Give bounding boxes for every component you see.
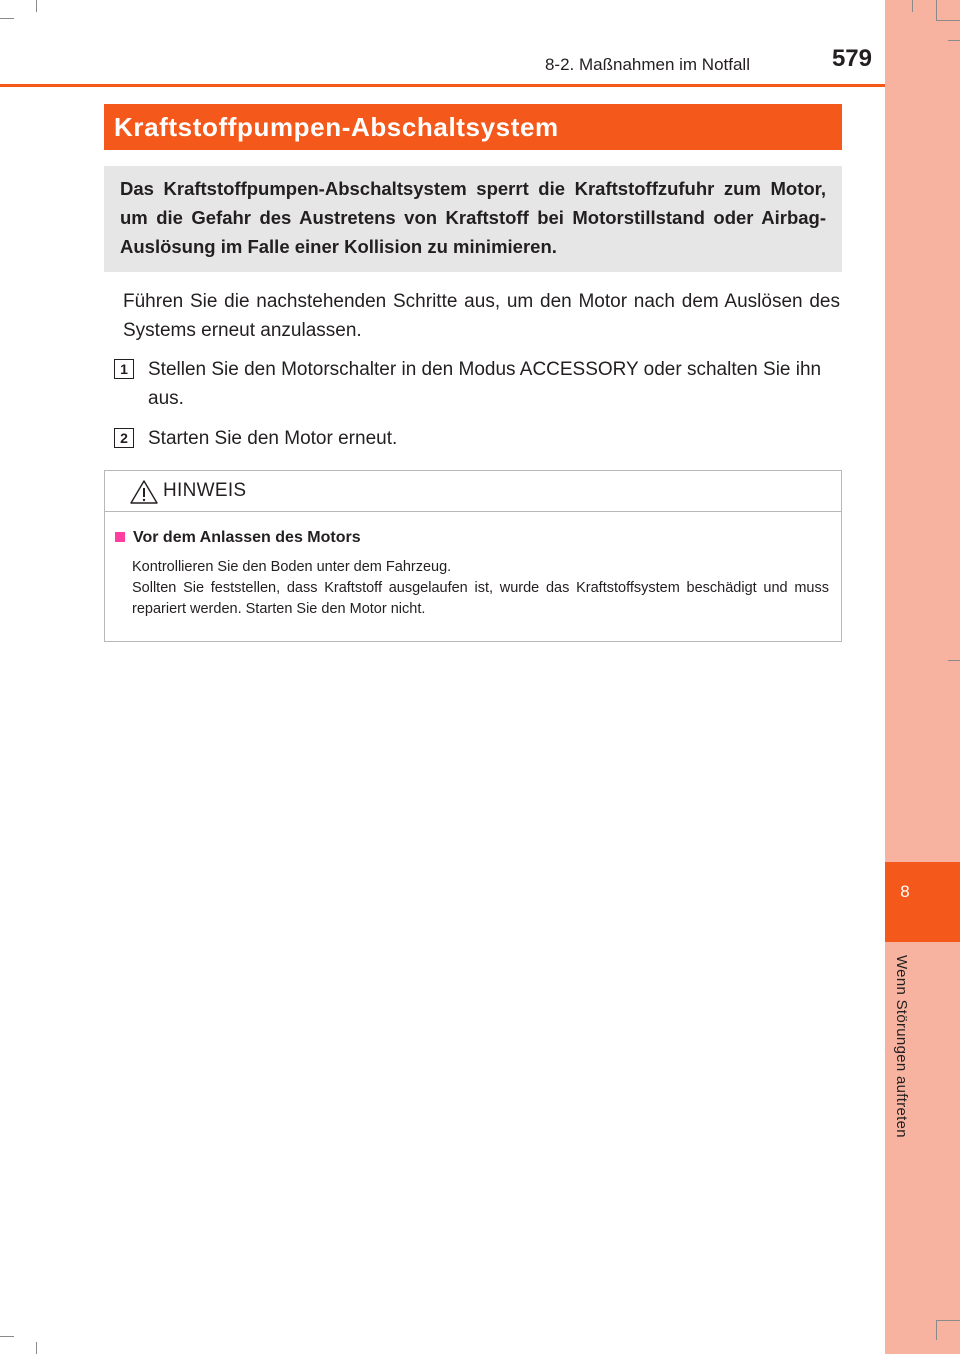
step-number-badge: 2 <box>114 428 134 448</box>
notice-body <box>132 557 829 620</box>
notice-line: Kontrollieren Sie den Boden unter dem Fahrzeug. <box>132 559 452 575</box>
section-title: Kraftstoffpumpen-Abschaltsystem <box>104 104 842 150</box>
square-bullet-icon <box>115 532 125 542</box>
crop-mark <box>936 0 937 20</box>
notice-header <box>105 471 841 512</box>
page-number: 579 <box>831 45 872 72</box>
body-paragraph: Führen Sie die nachstehenden Schritte aus, um den Motor nach dem Auslösen des Systems erneut anzulassen. <box>123 291 840 341</box>
crop-mark <box>0 18 14 19</box>
side-strip <box>885 0 960 1354</box>
intro-box: Das Kraftstoffpumpen-Abschaltsystem sperrt die Kraftstoffzufuhr zum Motor, um die Gefahr des Austretens von Kraftstoff bei Motorstillstand oder Airbag-Auslösung im Falle einer Kollision zu minimieren. <box>104 166 842 272</box>
step-number-badge: 1 <box>114 359 134 379</box>
crop-mark <box>936 1320 937 1340</box>
warning-triangle-icon <box>129 479 159 505</box>
step-text: Stellen Sie den Motorschalter in den Modus ACCESSORY oder schalten Sie ihn aus. <box>148 359 822 409</box>
notice-line: Sollten Sie feststellen, dass Kraftstoff ausgelaufen ist, wurde das Kraftstoffsystem beschädigt und muss repariert werden. Starten Sie den Motor nicht. <box>132 580 829 617</box>
chapter-tab[interactable] <box>885 862 960 942</box>
crop-mark <box>948 40 960 41</box>
crop-mark <box>912 0 913 12</box>
step-text: Starten Sie den Motor erneut. <box>148 428 398 449</box>
crop-mark <box>36 1342 37 1354</box>
notice-box <box>104 470 842 642</box>
crop-mark <box>936 1320 960 1321</box>
crop-mark <box>936 20 960 21</box>
crop-mark <box>948 660 960 661</box>
notice-item-title: Vor dem Anlassen des Motors <box>133 529 361 546</box>
notice-title: HINWEIS <box>163 480 247 501</box>
header-rule <box>0 84 885 87</box>
crop-mark <box>0 1336 14 1337</box>
section-header: 8-2. Maßnahmen im Notfall <box>544 55 750 74</box>
chapter-title: Wenn Störungen auftreten <box>893 955 910 1138</box>
crop-mark <box>36 0 37 12</box>
notice-item-heading <box>115 529 361 547</box>
chapter-number: 8 <box>900 882 910 901</box>
